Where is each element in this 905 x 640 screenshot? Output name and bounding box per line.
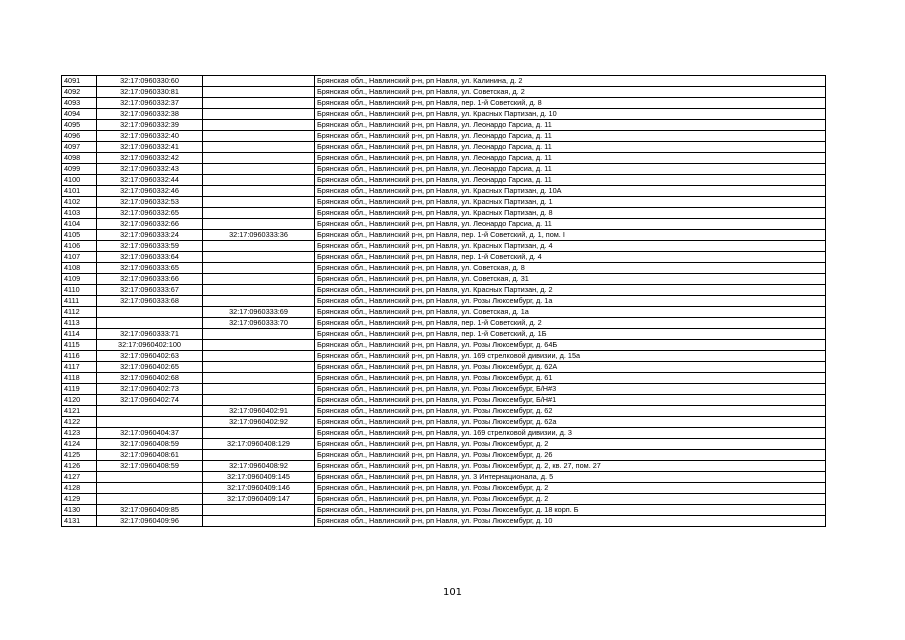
cadastral-number-cell — [97, 406, 203, 417]
row-number-cell: 4105 — [62, 230, 97, 241]
row-number-cell: 4116 — [62, 351, 97, 362]
cadastral-number-cell: 32:17:0960332:44 — [97, 175, 203, 186]
row-number-cell: 4118 — [62, 373, 97, 384]
address-cell: Брянская обл., Навлинский р-н, рп Навля, ул. Красных Партизан, д. 1 — [315, 197, 826, 208]
row-number-cell: 4094 — [62, 109, 97, 120]
address-cell: Брянская обл., Навлинский р-н, рп Навля, ул. Красных Партизан, д. 4 — [315, 241, 826, 252]
cadastral-number-cell: 32:17:0960402:74 — [97, 395, 203, 406]
table-row — [62, 384, 826, 395]
linked-cadastral-number-cell — [203, 285, 315, 296]
address-cell: Брянская обл., Навлинский р-н, рп Навля, ул. Розы Люксембург, д. 62а — [315, 417, 826, 428]
table-row — [62, 285, 826, 296]
address-cell: Брянская обл., Навлинский р-н, рп Навля, ул. Калинина, д. 2 — [315, 76, 826, 87]
linked-cadastral-number-cell — [203, 428, 315, 439]
row-number-cell: 4106 — [62, 241, 97, 252]
linked-cadastral-number-cell — [203, 274, 315, 285]
row-number-cell: 4103 — [62, 208, 97, 219]
table-row — [62, 307, 826, 318]
row-number-cell: 4114 — [62, 329, 97, 340]
row-number-cell: 4122 — [62, 417, 97, 428]
cadastral-number-cell — [97, 307, 203, 318]
table-row — [62, 164, 826, 175]
address-cell: Брянская обл., Навлинский р-н, рп Навля, ул. Розы Люксембург, д. 10 — [315, 516, 826, 527]
address-cell: Брянская обл., Навлинский р-н, рп Навля, ул. Розы Люксембург, д. 2, кв. 27, пом. 27 — [315, 461, 826, 472]
address-cell: Брянская обл., Навлинский р-н, рп Навля, ул. Розы Люксембург, д. 26 — [315, 450, 826, 461]
table-row — [62, 98, 826, 109]
row-number-cell: 4120 — [62, 395, 97, 406]
cadastral-number-cell: 32:17:0960402:68 — [97, 373, 203, 384]
row-number-cell: 4109 — [62, 274, 97, 285]
table-row — [62, 109, 826, 120]
table-row — [62, 252, 826, 263]
linked-cadastral-number-cell — [203, 131, 315, 142]
table-row — [62, 461, 826, 472]
cadastral-number-cell — [97, 483, 203, 494]
address-cell: Брянская обл., Навлинский р-н, рп Навля, ул. Леонардо Гарсиа, д. 11 — [315, 175, 826, 186]
table-row — [62, 351, 826, 362]
table-row — [62, 274, 826, 285]
cadastral-number-cell: 32:17:0960408:59 — [97, 439, 203, 450]
linked-cadastral-number-cell — [203, 263, 315, 274]
address-cell: Брянская обл., Навлинский р-н, рп Навля, ул. Красных Партизан, д. 10А — [315, 186, 826, 197]
linked-cadastral-number-cell — [203, 142, 315, 153]
table-row — [62, 362, 826, 373]
cadastral-number-cell: 32:17:0960402:73 — [97, 384, 203, 395]
linked-cadastral-number-cell — [203, 505, 315, 516]
cadastral-number-cell: 32:17:0960409:85 — [97, 505, 203, 516]
address-cell: Брянская обл., Навлинский р-н, рп Навля, ул. Красных Партизан, д. 2 — [315, 285, 826, 296]
linked-cadastral-number-cell: 32:17:0960402:91 — [203, 406, 315, 417]
address-cell: Брянская обл., Навлинский р-н, рп Навля, ул. Розы Люксембург, д. 62 — [315, 406, 826, 417]
cadastral-number-cell: 32:17:0960332:39 — [97, 120, 203, 131]
table-row — [62, 340, 826, 351]
cadastral-number-cell: 32:17:0960402:63 — [97, 351, 203, 362]
address-cell: Брянская обл., Навлинский р-н, рп Навля, ул. Розы Люксембург, Б/Н#3 — [315, 384, 826, 395]
address-cell: Брянская обл., Навлинский р-н, рп Навля, ул. Леонардо Гарсиа, д. 11 — [315, 164, 826, 175]
table-row — [62, 494, 826, 505]
address-cell: Брянская обл., Навлинский р-н, рп Навля, ул. Советская, д. 31 — [315, 274, 826, 285]
table-row — [62, 120, 826, 131]
cadastral-number-cell: 32:17:0960404:37 — [97, 428, 203, 439]
table-row — [62, 395, 826, 406]
row-number-cell: 4113 — [62, 318, 97, 329]
row-number-cell: 4098 — [62, 153, 97, 164]
linked-cadastral-number-cell — [203, 329, 315, 340]
address-cell: Брянская обл., Навлинский р-н, рп Навля, ул. Розы Люксембург, д. 1а — [315, 296, 826, 307]
cadastral-number-cell: 32:17:0960409:96 — [97, 516, 203, 527]
cadastral-number-cell: 32:17:0960333:59 — [97, 241, 203, 252]
row-number-cell: 4117 — [62, 362, 97, 373]
table-row — [62, 296, 826, 307]
row-number-cell: 4130 — [62, 505, 97, 516]
cadastral-number-cell: 32:17:0960402:65 — [97, 362, 203, 373]
linked-cadastral-number-cell — [203, 186, 315, 197]
cadastral-number-cell — [97, 417, 203, 428]
cadastral-number-cell: 32:17:0960333:24 — [97, 230, 203, 241]
cadastral-number-cell — [97, 494, 203, 505]
cadastral-number-cell: 32:17:0960332:43 — [97, 164, 203, 175]
row-number-cell: 4095 — [62, 120, 97, 131]
registry-table-body — [62, 76, 826, 527]
table-row — [62, 428, 826, 439]
linked-cadastral-number-cell: 32:17:0960409:147 — [203, 494, 315, 505]
cadastral-number-cell: 32:17:0960408:59 — [97, 461, 203, 472]
table-row — [62, 439, 826, 450]
address-cell: Брянская обл., Навлинский р-н, рп Навля, ул. Красных Партизан, д. 10 — [315, 109, 826, 120]
cadastral-number-cell: 32:17:0960332:42 — [97, 153, 203, 164]
address-cell: Брянская обл., Навлинский р-н, рп Навля, пер. 1-й Советский, д. 4 — [315, 252, 826, 263]
table-row — [62, 197, 826, 208]
linked-cadastral-number-cell — [203, 208, 315, 219]
cadastral-number-cell — [97, 318, 203, 329]
cadastral-number-cell: 32:17:0960330:60 — [97, 76, 203, 87]
linked-cadastral-number-cell: 32:17:0960409:145 — [203, 472, 315, 483]
row-number-cell: 4092 — [62, 87, 97, 98]
address-cell: Брянская обл., Навлинский р-н, рп Навля, ул. Советская, д. 2 — [315, 87, 826, 98]
table-row — [62, 230, 826, 241]
cadastral-number-cell: 32:17:0960333:66 — [97, 274, 203, 285]
address-cell: Брянская обл., Навлинский р-н, рп Навля, ул. Розы Люксембург, д. 61 — [315, 373, 826, 384]
address-cell: Брянская обл., Навлинский р-н, рп Навля, ул. Леонардо Гарсиа, д. 11 — [315, 153, 826, 164]
address-cell: Брянская обл., Навлинский р-н, рп Навля, ул. Леонардо Гарсиа, д. 11 — [315, 131, 826, 142]
table-row — [62, 472, 826, 483]
address-cell: Брянская обл., Навлинский р-н, рп Навля, пер. 1-й Советский, д. 1Б — [315, 329, 826, 340]
linked-cadastral-number-cell — [203, 109, 315, 120]
linked-cadastral-number-cell — [203, 164, 315, 175]
table-row — [62, 186, 826, 197]
linked-cadastral-number-cell — [203, 219, 315, 230]
table-row — [62, 483, 826, 494]
cadastral-number-cell: 32:17:0960408:61 — [97, 450, 203, 461]
address-cell: Брянская обл., Навлинский р-н, рп Навля, ул. Красных Партизан, д. 8 — [315, 208, 826, 219]
row-number-cell: 4131 — [62, 516, 97, 527]
row-number-cell: 4124 — [62, 439, 97, 450]
cadastral-number-cell — [97, 472, 203, 483]
table-row — [62, 142, 826, 153]
row-number-cell: 4104 — [62, 219, 97, 230]
cadastral-number-cell: 32:17:0960332:38 — [97, 109, 203, 120]
cadastral-number-cell: 32:17:0960333:64 — [97, 252, 203, 263]
linked-cadastral-number-cell — [203, 153, 315, 164]
linked-cadastral-number-cell — [203, 384, 315, 395]
address-cell: Брянская обл., Навлинский р-н, рп Навля, пер. 1-й Советский, д. 1, пом. I — [315, 230, 826, 241]
table-row — [62, 450, 826, 461]
linked-cadastral-number-cell — [203, 175, 315, 186]
table-row — [62, 516, 826, 527]
cadastral-number-cell: 32:17:0960332:66 — [97, 219, 203, 230]
address-cell: Брянская обл., Навлинский р-н, рп Навля, ул. 169 стрелковой дивизии, д. 15а — [315, 351, 826, 362]
cadastral-number-cell: 32:17:0960332:41 — [97, 142, 203, 153]
address-cell: Брянская обл., Навлинский р-н, рп Навля, ул. 3 Интернационала, д. 5 — [315, 472, 826, 483]
cadastral-number-cell: 32:17:0960402:100 — [97, 340, 203, 351]
linked-cadastral-number-cell — [203, 120, 315, 131]
table-row — [62, 373, 826, 384]
address-cell: Брянская обл., Навлинский р-н, рп Навля, пер. 1-й Советский, д. 8 — [315, 98, 826, 109]
row-number-cell: 4123 — [62, 428, 97, 439]
cadastral-number-cell: 32:17:0960330:81 — [97, 87, 203, 98]
row-number-cell: 4110 — [62, 285, 97, 296]
linked-cadastral-number-cell: 32:17:0960333:69 — [203, 307, 315, 318]
registry-table — [61, 75, 826, 527]
table-row — [62, 153, 826, 164]
address-cell: Брянская обл., Навлинский р-н, рп Навля, пер. 1-й Советский, д. 2 — [315, 318, 826, 329]
table-row — [62, 417, 826, 428]
table-row — [62, 505, 826, 516]
row-number-cell: 4125 — [62, 450, 97, 461]
cadastral-number-cell: 32:17:0960332:46 — [97, 186, 203, 197]
cadastral-number-cell: 32:17:0960332:40 — [97, 131, 203, 142]
linked-cadastral-number-cell: 32:17:0960333:70 — [203, 318, 315, 329]
address-cell: Брянская обл., Навлинский р-н, рп Навля, ул. Розы Люксембург, д. 2 — [315, 439, 826, 450]
cadastral-number-cell: 32:17:0960333:71 — [97, 329, 203, 340]
row-number-cell: 4121 — [62, 406, 97, 417]
linked-cadastral-number-cell — [203, 450, 315, 461]
address-cell: Брянская обл., Навлинский р-н, рп Навля, ул. Советская, д. 8 — [315, 263, 826, 274]
linked-cadastral-number-cell — [203, 351, 315, 362]
row-number-cell: 4119 — [62, 384, 97, 395]
row-number-cell: 4091 — [62, 76, 97, 87]
table-row — [62, 87, 826, 98]
row-number-cell: 4126 — [62, 461, 97, 472]
linked-cadastral-number-cell: 32:17:0960408:129 — [203, 439, 315, 450]
address-cell: Брянская обл., Навлинский р-н, рп Навля, ул. Советская, д. 1а — [315, 307, 826, 318]
linked-cadastral-number-cell — [203, 87, 315, 98]
table-row — [62, 329, 826, 340]
table-row — [62, 219, 826, 230]
linked-cadastral-number-cell — [203, 76, 315, 87]
linked-cadastral-number-cell — [203, 373, 315, 384]
table-row — [62, 241, 826, 252]
linked-cadastral-number-cell — [203, 340, 315, 351]
row-number-cell: 4102 — [62, 197, 97, 208]
row-number-cell: 4107 — [62, 252, 97, 263]
linked-cadastral-number-cell — [203, 197, 315, 208]
table-row — [62, 175, 826, 186]
row-number-cell: 4100 — [62, 175, 97, 186]
row-number-cell: 4112 — [62, 307, 97, 318]
row-number-cell: 4115 — [62, 340, 97, 351]
row-number-cell: 4128 — [62, 483, 97, 494]
address-cell: Брянская обл., Навлинский р-н, рп Навля, ул. Розы Люксембург, д. 62А — [315, 362, 826, 373]
row-number-cell: 4111 — [62, 296, 97, 307]
page-number: 101 — [442, 587, 463, 598]
row-number-cell: 4093 — [62, 98, 97, 109]
table-row — [62, 76, 826, 87]
address-cell: Брянская обл., Навлинский р-н, рп Навля, ул. Розы Люксембург, д. 64Б — [315, 340, 826, 351]
table-row — [62, 208, 826, 219]
address-cell: Брянская обл., Навлинский р-н, рп Навля, ул. Розы Люксембург, д. 2 — [315, 494, 826, 505]
linked-cadastral-number-cell — [203, 362, 315, 373]
linked-cadastral-number-cell — [203, 241, 315, 252]
cadastral-number-cell: 32:17:0960332:37 — [97, 98, 203, 109]
row-number-cell: 4099 — [62, 164, 97, 175]
cadastral-number-cell: 32:17:0960333:65 — [97, 263, 203, 274]
linked-cadastral-number-cell: 32:17:0960333:36 — [203, 230, 315, 241]
linked-cadastral-number-cell — [203, 395, 315, 406]
cadastral-number-cell: 32:17:0960333:68 — [97, 296, 203, 307]
address-cell: Брянская обл., Навлинский р-н, рп Навля, ул. Розы Люксембург, Б/Н#1 — [315, 395, 826, 406]
linked-cadastral-number-cell — [203, 252, 315, 263]
cadastral-number-cell: 32:17:0960333:67 — [97, 285, 203, 296]
address-cell: Брянская обл., Навлинский р-н, рп Навля, ул. Розы Люксембург, д. 18 корп. Б — [315, 505, 826, 516]
cadastral-number-cell: 32:17:0960332:65 — [97, 208, 203, 219]
linked-cadastral-number-cell: 32:17:0960408:92 — [203, 461, 315, 472]
table-row — [62, 406, 826, 417]
address-cell: Брянская обл., Навлинский р-н, рп Навля, ул. 169 стрелковой дивизии, д. 3 — [315, 428, 826, 439]
address-cell: Брянская обл., Навлинский р-н, рп Навля, ул. Леонардо Гарсиа, д. 11 — [315, 142, 826, 153]
linked-cadastral-number-cell — [203, 296, 315, 307]
row-number-cell: 4096 — [62, 131, 97, 142]
row-number-cell: 4108 — [62, 263, 97, 274]
table-row — [62, 318, 826, 329]
row-number-cell: 4101 — [62, 186, 97, 197]
row-number-cell: 4129 — [62, 494, 97, 505]
row-number-cell: 4097 — [62, 142, 97, 153]
address-cell: Брянская обл., Навлинский р-н, рп Навля, ул. Леонардо Гарсиа, д. 11 — [315, 120, 826, 131]
linked-cadastral-number-cell — [203, 516, 315, 527]
row-number-cell: 4127 — [62, 472, 97, 483]
cadastral-number-cell: 32:17:0960332:53 — [97, 197, 203, 208]
linked-cadastral-number-cell: 32:17:0960409:146 — [203, 483, 315, 494]
table-row — [62, 263, 826, 274]
address-cell: Брянская обл., Навлинский р-н, рп Навля, ул. Леонардо Гарсиа, д. 11 — [315, 219, 826, 230]
linked-cadastral-number-cell — [203, 98, 315, 109]
table-row — [62, 131, 826, 142]
linked-cadastral-number-cell: 32:17:0960402:92 — [203, 417, 315, 428]
address-cell: Брянская обл., Навлинский р-н, рп Навля, ул. Розы Люксембург, д. 2 — [315, 483, 826, 494]
